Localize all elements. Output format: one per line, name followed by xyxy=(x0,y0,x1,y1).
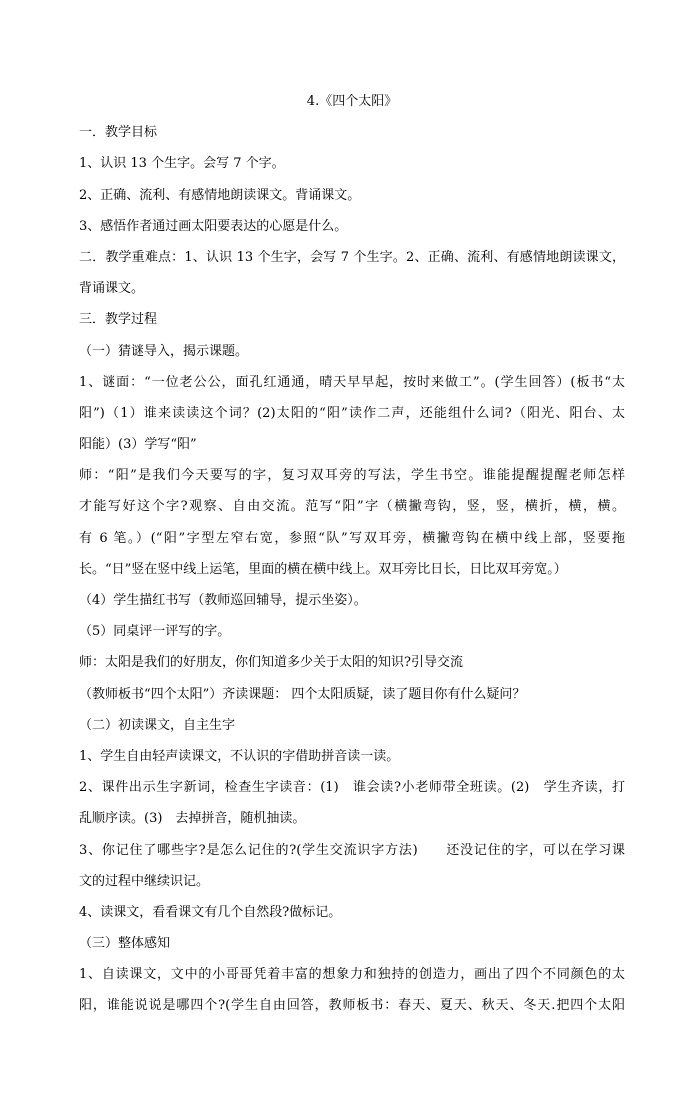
paragraph-line: 乱顺序读。(3) 去掉拼音，随机抽读。 xyxy=(79,811,306,827)
paragraph-line: 1、谜面：“一位老公公，面孔红通通，晴天早早起，按时来做工”。(学生回答）(板书“太 xyxy=(79,374,625,390)
section-heading: （二）初读课文，自主生字 xyxy=(79,717,236,733)
paragraph-line: 1、自读课文，文中的小哥哥凭着丰富的想象力和独持的创造力，画出了四个不同颜色的太 xyxy=(79,967,625,983)
paragraph-line: （4）学生描红书写（教师巡回辅导，提示坐姿）。 xyxy=(79,593,367,608)
paragraph-line: 3、感悟作者通过画太阳要表达的心愿是什么。 xyxy=(79,218,348,234)
paragraph-line: 3、你记住了哪些字?是怎么记住的?(学生交流识字方法) 还没记住的字，可以在学习课 xyxy=(79,842,625,858)
paragraph-line: 1、学生自由轻声读课文，不认识的字借助拼音读一读。 xyxy=(79,748,400,764)
paragraph-line: 师：“阳”是我们今天要写的字，复习双耳旁的写法，学生书空。谁能提醒提醒老师怎样 xyxy=(79,468,625,484)
paragraph-line: 师：太阳是我们的好朋友，你们知道多少关于太阳的知识?引导交流 xyxy=(79,655,463,671)
paragraph-line: 阳”)（1）谁来读读这个词？(2)太阳的“阳”读作二声，还能组什么词?（阳光、阳台、太 xyxy=(79,405,625,421)
paragraph-line: 阳，谁能说说是哪四个?(学生自由回答，教师板书：春天、夏天、秋天、冬天.把四个太阳 xyxy=(79,998,625,1014)
document-body xyxy=(79,86,625,1022)
paragraph-line: 才能写好这个字?观察、自由交流。范写“阳”字（横撇弯钩，竖，竖，横折，横，横。 xyxy=(79,499,625,515)
paragraph-line: 2、课件出示生字新词，检查生字读音：(1) 谁会读?小老师带全班读。(2) 学生齐读，打 xyxy=(79,780,625,796)
paragraph-line: 有 6 笔。）(“阳”字型左窄右宽，参照“队”写双耳旁，横撇弯钩在横中线上部，竖要拖 xyxy=(79,530,625,546)
paragraph-line: （教师板书“四个太阳”）齐读课题： 四个太阳质疑，读了题目你有什么疑问？ xyxy=(79,686,526,702)
paragraph-line: 2、正确、流利、有感情地朗读课文。背诵课文。 xyxy=(79,187,361,203)
heading-key-points: 二．教学重难点：1、认识 13 个生字，会写 7 个生字。2、正确、流利、有感情地朗读课文， xyxy=(79,249,625,265)
document-title: 4.《四个太阳》 xyxy=(306,94,398,109)
paragraph-line: 1、认识 13 个生字。会写 7 个字。 xyxy=(79,156,285,172)
paragraph-line: （5）同桌评一评写的字。 xyxy=(79,624,231,640)
paragraph-line: 文的过程中继续识记。 xyxy=(79,873,210,889)
paragraph-line: 阳能）(3）学写“阳” xyxy=(79,437,197,453)
heading-process: 三．教学过程 xyxy=(79,312,158,328)
heading-objectives: 一．教学目标 xyxy=(79,125,158,141)
section-heading: （一）猜谜导入，揭示课题。 xyxy=(79,343,249,359)
section-heading: （三）整体感知 xyxy=(79,936,171,952)
paragraph-line: 4、读课文，看看课文有几个自然段?做标记。 xyxy=(79,904,342,920)
paragraph-line: 长。“日”竖在竖中线上运笔，里面的横在横中线上。双耳旁比日长，日比双耳旁宽。） xyxy=(79,561,567,577)
paragraph-line: 背诵课文。 xyxy=(79,281,145,297)
